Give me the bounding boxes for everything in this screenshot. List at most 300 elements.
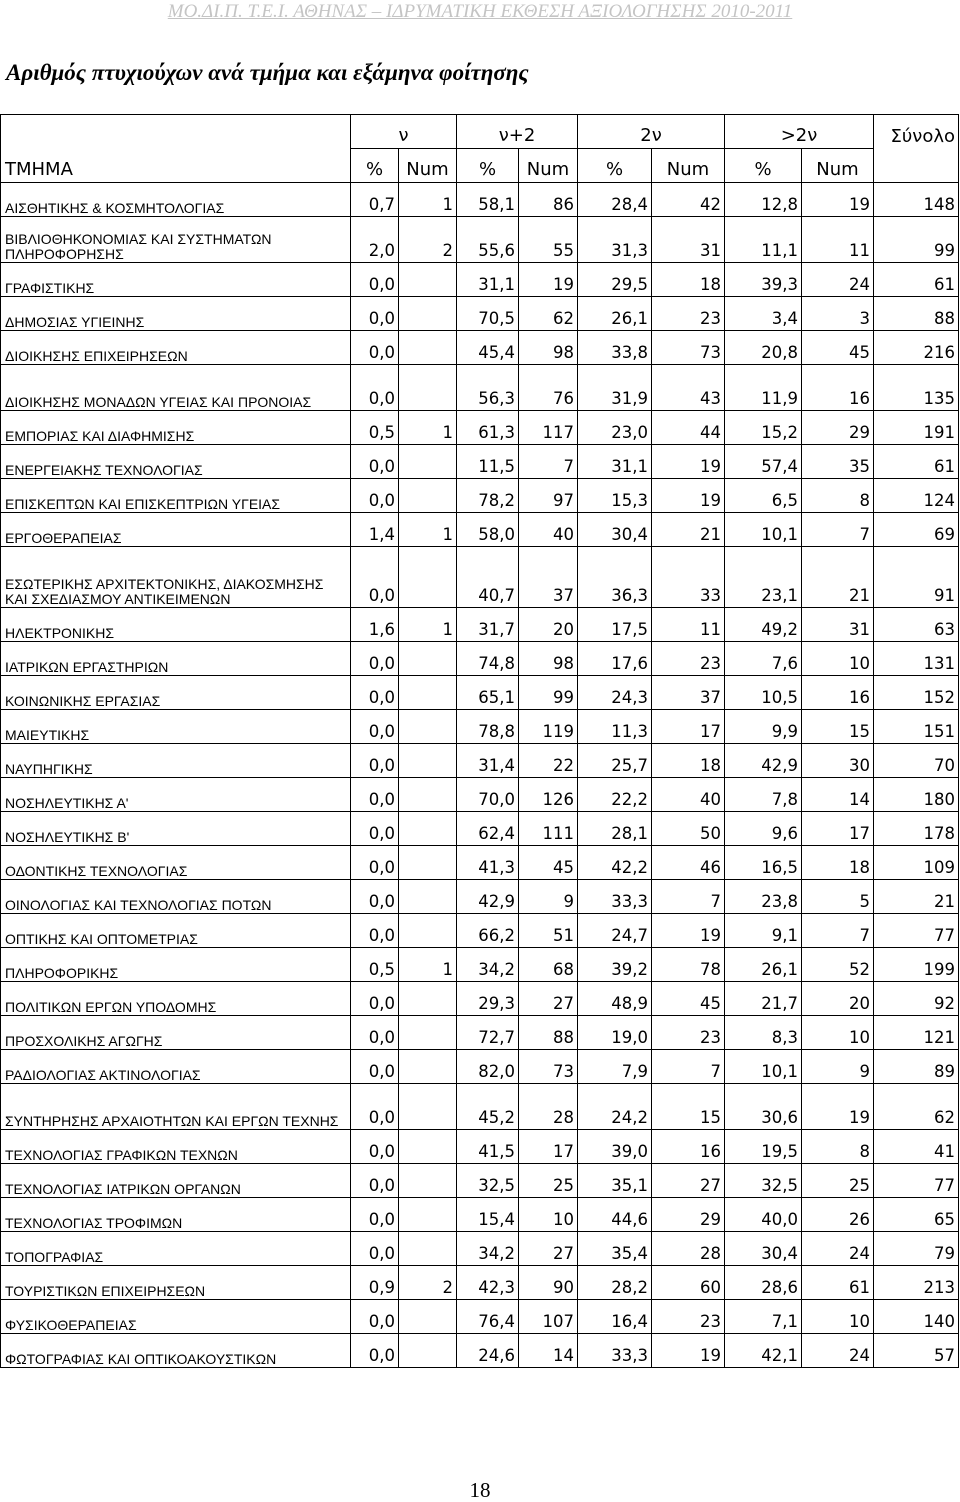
v-count-cell [399,1084,457,1130]
table-body [1,183,959,1368]
over-two-v-count-cell: 30 [802,744,874,778]
over-two-v-count-cell: 14 [802,778,874,812]
over-two-v-percent-cell: 23,8 [725,880,802,914]
department-name: ΔΗΜΟΣΙΑΣ ΥΓΙΕΙΝΗΣ [1,297,351,331]
two-v-count-cell: 15 [652,1084,725,1130]
total-cell: 62 [874,1084,959,1130]
v-count-cell [399,1016,457,1050]
num-header: Num [652,149,725,183]
two-v-count-cell: 44 [652,411,725,445]
two-v-percent-cell: 19,0 [578,1016,652,1050]
v-count-cell [399,642,457,676]
v-plus-2-percent-cell: 70,0 [457,778,519,812]
department-name: ΕΣΩΤΕΡΙΚΗΣ ΑΡΧΙΤΕΚΤΟΝΙΚΗΣ, ΔΙΑΚΟΣΜΗΣΗΣ ΚΑΙ ΣΧΕΔΙΑΣΜΟΥ ΑΝΤΙΚΕΙΜΕΝΩΝ [1,547,351,608]
two-v-count-cell: 78 [652,948,725,982]
table-row [1,1084,959,1130]
two-v-percent-cell: 35,1 [578,1164,652,1198]
two-v-count-cell: 60 [652,1266,725,1300]
total-cell: 61 [874,445,959,479]
group-header-over-2v: >2ν [725,115,874,149]
two-v-count-cell: 23 [652,642,725,676]
two-v-count-cell: 33 [652,547,725,608]
over-two-v-percent-cell: 7,6 [725,642,802,676]
v-plus-2-percent-cell: 41,5 [457,1130,519,1164]
pct-header: % [457,149,519,183]
v-plus-2-count-cell: 90 [519,1266,578,1300]
two-v-percent-cell: 36,3 [578,547,652,608]
over-two-v-count-cell: 7 [802,914,874,948]
table-row [1,1016,959,1050]
v-count-cell [399,914,457,948]
department-header: ΤΜΗΜΑ [1,149,351,183]
over-two-v-count-cell: 31 [802,608,874,642]
over-two-v-count-cell: 61 [802,1266,874,1300]
department-name: ΡΑΔΙΟΛΟΓΙΑΣ ΑΚΤΙΝΟΛΟΓΙΑΣ [1,1050,351,1084]
two-v-percent-cell: 16,4 [578,1300,652,1334]
over-two-v-percent-cell: 11,9 [725,365,802,411]
total-cell: 69 [874,513,959,547]
v-plus-2-count-cell: 25 [519,1164,578,1198]
v-count-cell: 1 [399,513,457,547]
table-row [1,812,959,846]
table-row [1,183,959,217]
table-row [1,914,959,948]
v-count-cell [399,365,457,411]
over-two-v-percent-cell: 3,4 [725,297,802,331]
over-two-v-percent-cell: 21,7 [725,982,802,1016]
v-plus-2-count-cell: 107 [519,1300,578,1334]
v-count-cell [399,1164,457,1198]
group-header-2v: 2ν [578,115,725,149]
over-two-v-count-cell: 16 [802,365,874,411]
two-v-percent-cell: 17,6 [578,642,652,676]
two-v-count-cell: 17 [652,710,725,744]
v-plus-2-count-cell: 98 [519,642,578,676]
over-two-v-percent-cell: 40,0 [725,1198,802,1232]
table-row [1,1300,959,1334]
pct-header: % [578,149,652,183]
v-percent-cell: 0,0 [351,445,399,479]
total-cell: 178 [874,812,959,846]
over-two-v-percent-cell: 42,9 [725,744,802,778]
total-cell: 191 [874,411,959,445]
over-two-v-percent-cell: 16,5 [725,846,802,880]
v-count-cell [399,880,457,914]
v-percent-cell: 0,0 [351,676,399,710]
num-header: Num [399,149,457,183]
two-v-count-cell: 23 [652,297,725,331]
v-plus-2-percent-cell: 41,3 [457,846,519,880]
over-two-v-count-cell: 24 [802,263,874,297]
two-v-count-cell: 50 [652,812,725,846]
v-plus-2-count-cell: 51 [519,914,578,948]
total-cell: 92 [874,982,959,1016]
two-v-count-cell: 23 [652,1016,725,1050]
v-plus-2-count-cell: 20 [519,608,578,642]
v-percent-cell: 0,0 [351,1084,399,1130]
v-plus-2-count-cell: 126 [519,778,578,812]
over-two-v-count-cell: 7 [802,513,874,547]
over-two-v-count-cell: 35 [802,445,874,479]
total-cell: 77 [874,914,959,948]
over-two-v-count-cell: 16 [802,676,874,710]
total-cell: 88 [874,297,959,331]
v-plus-2-percent-cell: 58,1 [457,183,519,217]
v-plus-2-count-cell: 62 [519,297,578,331]
v-plus-2-count-cell: 27 [519,982,578,1016]
two-v-count-cell: 19 [652,445,725,479]
v-plus-2-count-cell: 97 [519,479,578,513]
department-name: ΕΠΙΣΚΕΠΤΩΝ ΚΑΙ ΕΠΙΣΚΕΠΤΡΙΩΝ ΥΓΕΙΑΣ [1,479,351,513]
v-percent-cell: 0,0 [351,263,399,297]
over-two-v-percent-cell: 9,1 [725,914,802,948]
v-plus-2-count-cell: 17 [519,1130,578,1164]
v-plus-2-count-cell: 7 [519,445,578,479]
group-header-v: ν [351,115,457,149]
v-plus-2-count-cell: 40 [519,513,578,547]
two-v-percent-cell: 15,3 [578,479,652,513]
two-v-count-cell: 18 [652,744,725,778]
over-two-v-percent-cell: 28,6 [725,1266,802,1300]
v-plus-2-percent-cell: 42,3 [457,1266,519,1300]
group-header-v-plus-2: ν+2 [457,115,578,149]
v-plus-2-percent-cell: 58,0 [457,513,519,547]
v-percent-cell: 0,0 [351,812,399,846]
over-two-v-count-cell: 9 [802,1050,874,1084]
total-cell: 131 [874,642,959,676]
v-plus-2-percent-cell: 70,5 [457,297,519,331]
table-row [1,676,959,710]
v-plus-2-percent-cell: 29,3 [457,982,519,1016]
total-cell: 57 [874,1334,959,1368]
department-name: ΔΙΟΙΚΗΣΗΣ ΕΠΙΧΕΙΡΗΣΕΩΝ [1,331,351,365]
v-percent-cell: 0,0 [351,1164,399,1198]
v-plus-2-percent-cell: 82,0 [457,1050,519,1084]
v-percent-cell: 0,0 [351,1050,399,1084]
two-v-percent-cell: 44,6 [578,1198,652,1232]
over-two-v-count-cell: 15 [802,710,874,744]
v-count-cell [399,1130,457,1164]
group-header-row [1,115,959,149]
total-cell: 213 [874,1266,959,1300]
table-row [1,1334,959,1368]
two-v-percent-cell: 24,7 [578,914,652,948]
two-v-percent-cell: 25,7 [578,744,652,778]
total-header: Σύνολο [874,115,959,149]
table-row [1,331,959,365]
department-name: ΓΡΑΦΙΣΤΙΚΗΣ [1,263,351,297]
over-two-v-percent-cell: 8,3 [725,1016,802,1050]
over-two-v-percent-cell: 42,1 [725,1334,802,1368]
two-v-percent-cell: 33,3 [578,880,652,914]
department-name: ΤΕΧΝΟΛΟΓΙΑΣ ΤΡΟΦΙΜΩΝ [1,1198,351,1232]
total-cell: 180 [874,778,959,812]
v-plus-2-count-cell: 98 [519,331,578,365]
table-row [1,710,959,744]
department-name: ΠΡΟΣΧΟΛΙΚΗΣ ΑΓΩΓΗΣ [1,1016,351,1050]
v-count-cell: 2 [399,1266,457,1300]
department-name: ΤΟΥΡΙΣΤΙΚΩΝ ΕΠΙΧΕΙΡΗΣΕΩΝ [1,1266,351,1300]
two-v-count-cell: 7 [652,880,725,914]
over-two-v-count-cell: 24 [802,1334,874,1368]
over-two-v-percent-cell: 9,9 [725,710,802,744]
v-percent-cell: 1,6 [351,608,399,642]
graduates-table [0,114,959,1368]
department-name: ΟΠΤΙΚΗΣ ΚΑΙ ΟΠΤΟΜΕΤΡΙΑΣ [1,914,351,948]
v-plus-2-percent-cell: 66,2 [457,914,519,948]
two-v-percent-cell: 39,2 [578,948,652,982]
over-two-v-count-cell: 26 [802,1198,874,1232]
total-header-blank [874,149,959,183]
table-row [1,1198,959,1232]
v-plus-2-percent-cell: 15,4 [457,1198,519,1232]
table-row [1,948,959,982]
two-v-percent-cell: 31,3 [578,217,652,263]
department-name: ΚΟΙΝΩΝΙΚΗΣ ΕΡΓΑΣΙΑΣ [1,676,351,710]
over-two-v-count-cell: 5 [802,880,874,914]
over-two-v-percent-cell: 23,1 [725,547,802,608]
table-row [1,846,959,880]
header-corner [1,115,351,149]
department-name: ΕΝΕΡΓΕΙΑΚΗΣ ΤΕΧΝΟΛΟΓΙΑΣ [1,445,351,479]
over-two-v-count-cell: 10 [802,642,874,676]
v-plus-2-count-cell: 19 [519,263,578,297]
table-row [1,411,959,445]
two-v-count-cell: 46 [652,846,725,880]
v-count-cell [399,744,457,778]
over-two-v-count-cell: 11 [802,217,874,263]
department-name: ΦΥΣΙΚΟΘΕΡΑΠΕΙΑΣ [1,1300,351,1334]
two-v-count-cell: 45 [652,982,725,1016]
total-cell: 135 [874,365,959,411]
v-percent-cell: 0,9 [351,1266,399,1300]
over-two-v-percent-cell: 6,5 [725,479,802,513]
v-count-cell [399,1300,457,1334]
v-percent-cell: 0,0 [351,1300,399,1334]
over-two-v-count-cell: 10 [802,1016,874,1050]
v-plus-2-count-cell: 37 [519,547,578,608]
total-cell: 21 [874,880,959,914]
v-percent-cell: 0,0 [351,846,399,880]
two-v-count-cell: 16 [652,1130,725,1164]
v-plus-2-count-cell: 88 [519,1016,578,1050]
v-count-cell [399,846,457,880]
document-title: Αριθμός πτυχιούχων ανά τμήμα και εξάμηνα φοίτησης [6,60,529,85]
over-two-v-count-cell: 10 [802,1300,874,1334]
total-cell: 99 [874,217,959,263]
v-plus-2-percent-cell: 56,3 [457,365,519,411]
table-row [1,1164,959,1198]
v-count-cell [399,1334,457,1368]
v-count-cell [399,445,457,479]
v-percent-cell: 0,0 [351,547,399,608]
v-plus-2-count-cell: 111 [519,812,578,846]
over-two-v-count-cell: 3 [802,297,874,331]
two-v-percent-cell: 23,0 [578,411,652,445]
table-row [1,1232,959,1266]
two-v-count-cell: 27 [652,1164,725,1198]
v-percent-cell: 0,0 [351,1334,399,1368]
running-header: ΜΟ.ΔΙ.Π. Τ.Ε.Ι. ΑΘΗΝΑΣ – ΙΔΡΥΜΑΤΙΚΗ ΕΚΘΕΣΗ ΑΞΙΟΛΟΓΗΣΗΣ 2010-2011 [167,1,793,22]
v-count-cell [399,263,457,297]
over-two-v-count-cell: 8 [802,479,874,513]
v-plus-2-percent-cell: 34,2 [457,948,519,982]
v-count-cell [399,1050,457,1084]
over-two-v-percent-cell: 32,5 [725,1164,802,1198]
over-two-v-percent-cell: 10,1 [725,1050,802,1084]
two-v-percent-cell: 33,8 [578,331,652,365]
over-two-v-percent-cell: 20,8 [725,331,802,365]
over-two-v-count-cell: 19 [802,183,874,217]
over-two-v-count-cell: 24 [802,1232,874,1266]
v-percent-cell: 2,0 [351,217,399,263]
v-count-cell [399,1232,457,1266]
total-cell: 216 [874,331,959,365]
department-name: ΤΕΧΝΟΛΟΓΙΑΣ ΓΡΑΦΙΚΩΝ ΤΕΧΝΩΝ [1,1130,351,1164]
over-two-v-count-cell: 19 [802,1084,874,1130]
two-v-percent-cell: 48,9 [578,982,652,1016]
pct-header: % [351,149,399,183]
two-v-percent-cell: 29,5 [578,263,652,297]
two-v-count-cell: 7 [652,1050,725,1084]
total-cell: 63 [874,608,959,642]
department-name: ΙΑΤΡΙΚΩΝ ΕΡΓΑΣΤΗΡΙΩΝ [1,642,351,676]
over-two-v-count-cell: 52 [802,948,874,982]
over-two-v-percent-cell: 10,1 [725,513,802,547]
two-v-percent-cell: 24,3 [578,676,652,710]
over-two-v-percent-cell: 10,5 [725,676,802,710]
v-plus-2-percent-cell: 62,4 [457,812,519,846]
over-two-v-count-cell: 8 [802,1130,874,1164]
two-v-percent-cell: 28,2 [578,1266,652,1300]
v-percent-cell: 0,0 [351,744,399,778]
department-name: ΗΛΕΚΤΡΟΝΙΚΗΣ [1,608,351,642]
two-v-count-cell: 18 [652,263,725,297]
total-cell: 70 [874,744,959,778]
department-name: ΕΜΠΟΡΙΑΣ ΚΑΙ ΔΙΑΦΗΜΙΣΗΣ [1,411,351,445]
sub-header-row [1,149,959,183]
v-count-cell [399,812,457,846]
two-v-count-cell: 40 [652,778,725,812]
v-count-cell: 2 [399,217,457,263]
v-plus-2-count-cell: 28 [519,1084,578,1130]
v-count-cell [399,676,457,710]
v-plus-2-percent-cell: 45,4 [457,331,519,365]
v-percent-cell: 0,0 [351,331,399,365]
num-header: Num [802,149,874,183]
total-cell: 121 [874,1016,959,1050]
two-v-percent-cell: 31,9 [578,365,652,411]
over-two-v-percent-cell: 7,8 [725,778,802,812]
department-name: ΒΙΒΛΙΟΘΗΚΟΝΟΜΙΑΣ ΚΑΙ ΣΥΣΤΗΜΑΤΩΝ ΠΛΗΡΟΦΟΡΗΣΗΣ [1,217,351,263]
department-name: ΟΙΝΟΛΟΓΙΑΣ ΚΑΙ ΤΕΧΝΟΛΟΓΙΑΣ ΠΟΤΩΝ [1,880,351,914]
v-plus-2-percent-cell: 24,6 [457,1334,519,1368]
two-v-percent-cell: 7,9 [578,1050,652,1084]
over-two-v-count-cell: 29 [802,411,874,445]
table-row [1,744,959,778]
total-cell: 61 [874,263,959,297]
v-plus-2-percent-cell: 42,9 [457,880,519,914]
v-plus-2-percent-cell: 72,7 [457,1016,519,1050]
total-cell: 151 [874,710,959,744]
v-plus-2-count-cell: 119 [519,710,578,744]
department-name: ΕΡΓΟΘΕΡΑΠΕΙΑΣ [1,513,351,547]
v-plus-2-percent-cell: 78,2 [457,479,519,513]
two-v-count-cell: 21 [652,513,725,547]
v-count-cell [399,710,457,744]
two-v-count-cell: 28 [652,1232,725,1266]
department-name: ΠΟΛΙΤΙΚΩΝ ΕΡΓΩΝ ΥΠΟΔΟΜΗΣ [1,982,351,1016]
over-two-v-percent-cell: 12,8 [725,183,802,217]
v-plus-2-count-cell: 117 [519,411,578,445]
v-plus-2-count-cell: 99 [519,676,578,710]
v-percent-cell: 0,0 [351,982,399,1016]
two-v-count-cell: 29 [652,1198,725,1232]
two-v-count-cell: 43 [652,365,725,411]
two-v-count-cell: 37 [652,676,725,710]
department-name: ΠΛΗΡΟΦΟΡΙΚΗΣ [1,948,351,982]
total-cell: 109 [874,846,959,880]
over-two-v-percent-cell: 15,2 [725,411,802,445]
over-two-v-percent-cell: 30,6 [725,1084,802,1130]
two-v-percent-cell: 39,0 [578,1130,652,1164]
over-two-v-count-cell: 21 [802,547,874,608]
department-name: ΤΕΧΝΟΛΟΓΙΑΣ ΙΑΤΡΙΚΩΝ ΟΡΓΑΝΩΝ [1,1164,351,1198]
total-cell: 124 [874,479,959,513]
v-count-cell [399,297,457,331]
table-row [1,297,959,331]
over-two-v-percent-cell: 57,4 [725,445,802,479]
over-two-v-percent-cell: 19,5 [725,1130,802,1164]
v-count-cell [399,778,457,812]
two-v-percent-cell: 28,1 [578,812,652,846]
v-percent-cell: 0,0 [351,1232,399,1266]
over-two-v-percent-cell: 49,2 [725,608,802,642]
two-v-percent-cell: 33,3 [578,1334,652,1368]
total-cell: 148 [874,183,959,217]
table-row [1,1130,959,1164]
v-percent-cell: 0,5 [351,948,399,982]
v-plus-2-count-cell: 27 [519,1232,578,1266]
v-plus-2-count-cell: 14 [519,1334,578,1368]
department-name: ΝΑΥΠΗΓΙΚΗΣ [1,744,351,778]
v-plus-2-percent-cell: 34,2 [457,1232,519,1266]
v-percent-cell: 0,0 [351,297,399,331]
two-v-count-cell: 73 [652,331,725,365]
two-v-percent-cell: 28,4 [578,183,652,217]
num-header: Num [519,149,578,183]
table-row [1,778,959,812]
two-v-count-cell: 19 [652,479,725,513]
over-two-v-count-cell: 20 [802,982,874,1016]
department-name: ΑΙΣΘΗΤΙΚΗΣ & ΚΟΣΜΗΤΟΛΟΓΙΑΣ [1,183,351,217]
two-v-count-cell: 31 [652,217,725,263]
v-plus-2-percent-cell: 11,5 [457,445,519,479]
v-percent-cell: 0,0 [351,710,399,744]
v-count-cell: 1 [399,411,457,445]
v-percent-cell: 0,5 [351,411,399,445]
department-name: ΣΥΝΤΗΡΗΣΗΣ ΑΡΧΑΙΟΤΗΤΩΝ ΚΑΙ ΕΡΓΩΝ ΤΕΧΝΗΣ [1,1084,351,1130]
v-percent-cell: 0,0 [351,914,399,948]
v-plus-2-percent-cell: 55,6 [457,217,519,263]
two-v-percent-cell: 26,1 [578,297,652,331]
table-row [1,608,959,642]
two-v-percent-cell: 22,2 [578,778,652,812]
v-plus-2-count-cell: 45 [519,846,578,880]
v-count-cell [399,1198,457,1232]
v-percent-cell: 0,0 [351,778,399,812]
v-count-cell: 1 [399,608,457,642]
